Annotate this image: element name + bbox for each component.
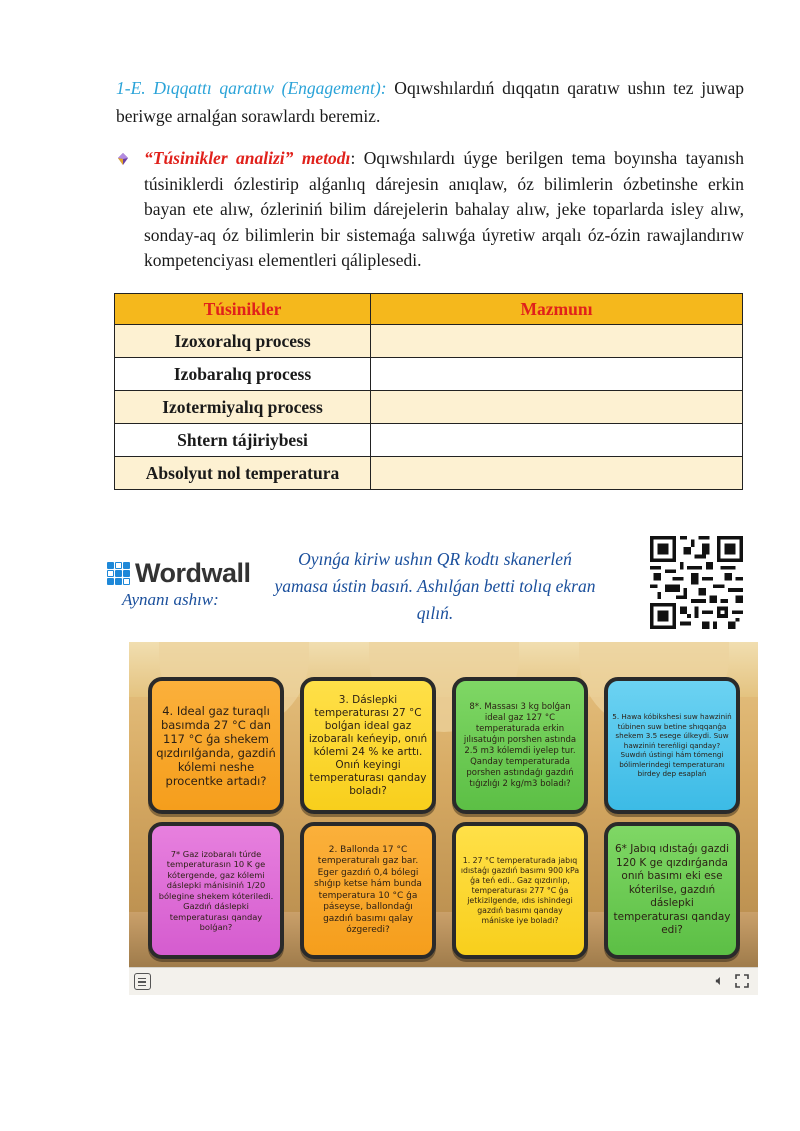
sound-icon[interactable]: 🔈︎ [715,973,724,989]
concept-term: Absolyut nol temperatura [115,457,371,490]
question-card-text: 5. Hawa kóbikshesi suw hawziniń túbinen suw betine shıqqanǵa shekem 3.5 esege úlkeydi. Suw hawziniń tereńligi qanday? Suwdıń ústingi hám tómengi bólimlerindegi temperaturanı birdey dep esaplań [612,712,732,779]
table-row [115,325,743,358]
question-card-text: 2. Ballonda 17 °C temperaturalı gaz bar. Eger gazdıń 0,4 bólegi shıǵıp ketse hám bunda temperatura 10 °C ǵa páseyse, ballondaǵı gazdıń basımı qalay ózgeredi? [314,844,422,935]
game-toolbar [129,967,758,995]
concept-content-cell[interactable] [371,457,743,490]
fullscreen-icon[interactable] [734,973,750,989]
wordwall-logo[interactable] [107,558,251,589]
header-concepts: Túsinikler [115,294,371,325]
method-paragraph [144,146,744,274]
concept-content-cell[interactable] [371,424,743,457]
question-card-text: 8*. Massası 3 kg bolǵan ideal gaz 127 °C temperaturada erkin jılısatuǵın porshen astında 2.5 m3 kólemdi iyelep tur. Qanday temperaturada porshen astındaǵı gazdıń tıǵızlıǵı 2 kg/m3 boladı? [463,701,577,789]
question-card[interactable] [148,822,284,959]
question-card[interactable] [300,822,436,959]
method-bullet [116,146,744,274]
concept-content-cell[interactable] [371,358,743,391]
question-card-text: 1. 27 °C temperaturada jabıq ıdıstaǵı gazdıń basımı 900 kPa ǵa teń edi.. Gaz qızdırılıp, temperaturası 277 °C ǵa jetkizilgende, ıdıs ishindegi gazdıń basımı qanday mániske iye boladı? [460,855,580,925]
concept-term: Shtern tájiriybesi [115,424,371,457]
open-link-label[interactable]: Aynanı ashıw: [122,590,219,609]
method-name: “Túsinikler analizi” metodı [144,148,351,168]
concept-content-cell[interactable] [371,391,743,424]
question-card-text: 6* Jabıq ıdıstaǵı gazdi 120 K ge qızdırǵanda onıń basımı eki ese kóterilse, gazdıń dáslepki temperaturası qanday edi? [613,843,731,937]
engagement-text: Oqıwshılardıń dıqqatın qaratıw ushın tez juwap beriwge arnalǵan sorawlardı beremiz. [116,78,744,126]
table-row [115,358,743,391]
question-card-text: 3. Dáslepki temperaturası 27 °C bolǵan ideal gaz izobaralı keńeyip, onıń kólemi 24 % ke arttı. Onıń keyingi temperaturası qanday boladı? [308,693,428,797]
wordwall-logo-text: Wordwall [135,558,251,588]
engagement-paragraph [116,74,744,130]
diamond-bullet-icon [116,152,130,166]
concepts-table [114,293,743,490]
concept-term: Izobaralıq process [115,358,371,391]
question-card[interactable] [604,822,740,959]
question-card[interactable] [300,677,436,814]
table-header-row [115,294,743,325]
wordwall-grid-icon [107,562,130,585]
concept-content-cell[interactable] [371,325,743,358]
menu-icon[interactable] [134,973,151,990]
question-card[interactable] [604,677,740,814]
qr-code-icon[interactable] [650,536,743,629]
engagement-title: 1-E. Dıqqattı qaratıw (Engagement): [116,78,387,98]
qr-instructions: Oyınǵa kiriw ushın QR kodtı skanerleń yamasa ústin basıń. Ashılǵan betti tolıq ekran qılıń. [274,549,596,623]
method-text: : Oqıwshılardı úyge berilgen tema boyınsha tayanısh túsiniklerdi ózlestirip alǵanlıq dárejesin anıqlaw, óz bilimlerin ózbetinshe erkin bayan ete alıw, ózleriniń bilim dárejelerin bahalay alıw, jeke toparlarda isley alıw, sonday-aq óz bilimlerin bir sistemaǵa salıwǵa úyretiw arqalı óz-ózin rawajlandırıw kompetenciyası elementleri qáliplesedi. [144,148,744,270]
table-row [115,457,743,490]
concept-term: Izotermiyalıq process [115,391,371,424]
question-card-text: 7* Gaz izobaralı túrde temperaturasın 10 K ge kótergende, gaz kólemi dáslepki mánisiniń 1/20 bólegine shekem kóteriledi. Gazdıń dáslepki temperaturası qanday bolǵan? [158,848,274,932]
question-card[interactable] [452,677,588,814]
question-card-text: 4. Ideal gaz turaqlı basımda 27 °C dan 117 °C ǵa shekem qızdırılǵanda, gazdiń kólemi neshe procentke artadı? [156,703,276,788]
question-card[interactable] [452,822,588,959]
wordwall-game-preview[interactable] [129,642,758,995]
table-row [115,391,743,424]
question-card[interactable] [148,677,284,814]
concept-term: Izoxoralıq process [115,325,371,358]
header-content: Mazmunı [371,294,743,325]
table-row [115,424,743,457]
